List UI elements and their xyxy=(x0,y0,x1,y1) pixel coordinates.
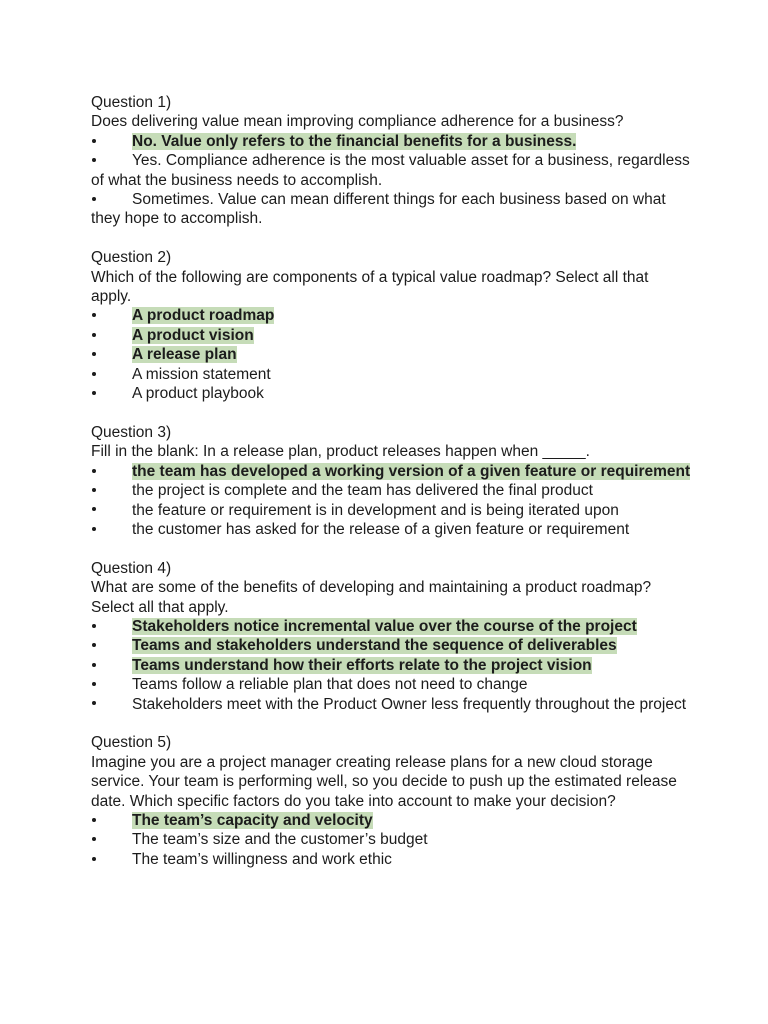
question-title: Question 2) xyxy=(91,249,172,267)
question-block xyxy=(91,733,691,869)
answer-item xyxy=(91,132,691,151)
answer-text: the customer has asked for the release of a given feature or requirement xyxy=(132,520,630,538)
question-block xyxy=(91,423,691,539)
answer-text: The team’s size and the customer’s budget xyxy=(132,831,428,849)
question-block xyxy=(91,248,691,403)
question-title: Question 4) xyxy=(91,559,172,577)
answer-list xyxy=(91,132,691,229)
correct-answer-text: Teams and stakeholders understand the sequence of deliverables xyxy=(132,637,617,655)
answer-text: Sometimes. Value can mean different things for each business based on what they hope to accomplish. xyxy=(91,191,666,228)
question-text: Which of the following are components of a typical value roadmap? Select all that apply. xyxy=(91,268,649,306)
answer-item xyxy=(91,190,691,229)
answer-item xyxy=(91,636,691,655)
answer-text: the project is complete and the team has delivered the final product xyxy=(132,482,593,500)
question-text: Imagine you are a project manager creating release plans for a new cloud storage service. Your team is performing well, so you decide to push up the estimated release date. Which specific factors do you take into account to make your decision? xyxy=(91,753,677,810)
question-text: Does delivering value mean improving compliance adherence for a business? xyxy=(91,113,624,131)
answer-text: Stakeholders meet with the Product Owner less frequently throughout the project xyxy=(132,695,686,713)
answer-text: the feature or requirement is in development and is being iterated upon xyxy=(132,501,619,519)
answer-item xyxy=(91,850,691,869)
answer-item xyxy=(91,326,691,345)
answer-text: Yes. Compliance adherence is the most valuable asset for a business, regardless of what the business needs to accomplish. xyxy=(91,152,690,189)
answer-item xyxy=(91,520,691,539)
answer-list xyxy=(91,462,691,540)
answer-list xyxy=(91,811,691,869)
correct-answer-text: A product vision xyxy=(132,326,254,344)
answer-text: A mission statement xyxy=(132,365,271,383)
correct-answer-text: Stakeholders notice incremental value over the course of the project xyxy=(132,617,637,635)
answer-item xyxy=(91,830,691,849)
answer-item xyxy=(91,345,691,364)
correct-answer-text: the team has developed a working version of a given feature or requirement xyxy=(132,462,691,480)
answer-item xyxy=(91,675,691,694)
answer-item xyxy=(91,695,691,714)
correct-answer-text: No. Value only refers to the financial benefits for a business. xyxy=(132,132,577,150)
answer-text: A product playbook xyxy=(132,385,264,403)
correct-answer-text: A product roadmap xyxy=(132,307,275,325)
question-title: Question 1) xyxy=(91,94,172,111)
answer-item xyxy=(91,151,691,190)
answer-item xyxy=(91,617,691,636)
question-text: Fill in the blank: In a release plan, product releases happen when _____. xyxy=(91,443,590,461)
answer-item xyxy=(91,656,691,675)
correct-answer-text: The team’s capacity and velocity xyxy=(132,811,373,829)
correct-answer-text: A release plan xyxy=(132,346,237,364)
answer-list xyxy=(91,617,691,714)
answer-text: The team’s willingness and work ethic xyxy=(132,850,392,868)
answer-item xyxy=(91,501,691,520)
question-title: Question 5) xyxy=(91,734,172,752)
answer-text: Teams follow a reliable plan that does not need to change xyxy=(132,676,528,694)
question-text: What are some of the benefits of developing and maintaining a product roadmap? Select all that apply. xyxy=(91,579,652,616)
answer-item xyxy=(91,481,691,500)
quiz-document xyxy=(91,93,691,889)
answer-item xyxy=(91,384,691,403)
answer-item xyxy=(91,365,691,384)
answer-item xyxy=(91,811,691,830)
answer-item xyxy=(91,306,691,325)
question-block xyxy=(91,93,691,229)
answer-list xyxy=(91,306,691,403)
question-title: Question 3) xyxy=(91,423,172,441)
question-block xyxy=(91,559,691,714)
answer-item xyxy=(91,462,691,481)
correct-answer-text: Teams understand how their efforts relate to the project vision xyxy=(132,656,592,674)
